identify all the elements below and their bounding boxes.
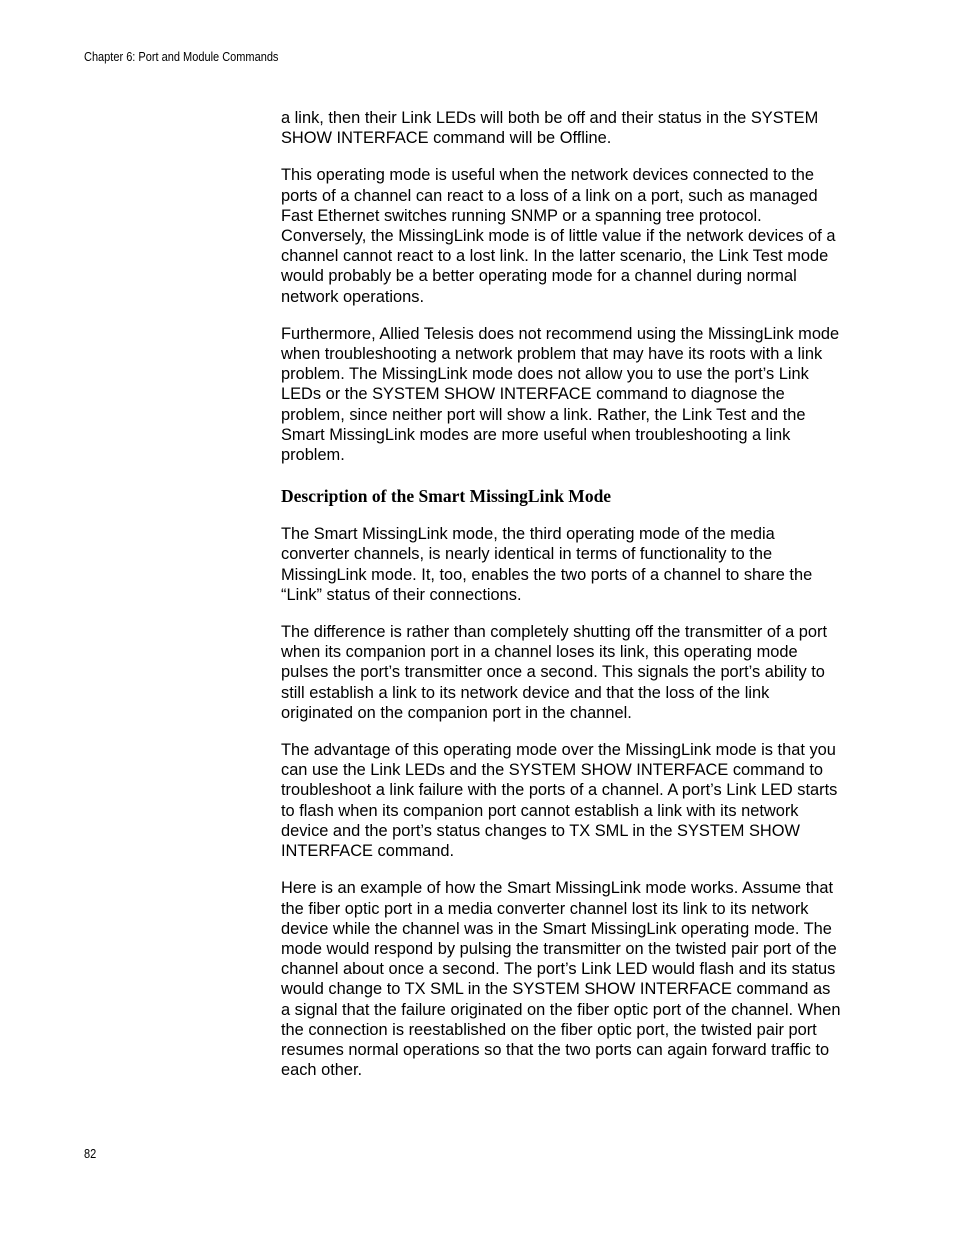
paragraph-example: Here is an example of how the Smart MissingLink mode works. Assume that the fiber optic port in a media converter channel lost its link to its network device while the channel was in the Smart MissingLink operating mode. The mode would respond by pulsing the transmitter on the twisted pair port of the channel about once a second. The port’s Link LED would flash and its status would change to TX SML in the SYSTEM SHOW INTERFACE command as a signal that the failure originated on the fiber optic port of the channel. When the connection is reestablished on the fiber optic port, the twisted pair port resumes normal operations so that the two ports can again forward traffic to each other. [281,879,841,1080]
paragraph-offline-status: a link, then their Link LEDs will both be off and their status in the SYSTEM SHOW INTERFACE command will be Offline. [281,109,819,148]
paragraph-troubleshooting: Furthermore, Allied Telesis does not recommend using the MissingLink mode when troubleshooting a network problem that may have its roots with a link problem. The MissingLink mode does not allow you to use the port’s Link LEDs or the SYSTEM SHOW INTERFACE command to diagnose the problem, since neither port will show a link. Rather, the Link Test and the Smart MissingLink modes are more useful when troubleshooting a link problem. [281,324,840,465]
paragraph-use-case: This operating mode is useful when the network devices connected to the ports of a channel can react to a loss of a link on a port, such as managed Fast Ethernet switches running SNMP or a spanning tree protocol. Conversely, the MissingLink mode is of little value if the network devices of a channel cannot react to a lost link. In the latter scenario, the Link Test mode would probably be a better operating mode for a channel during normal network operations. [281,166,836,306]
paragraph-difference: The difference is rather than completely shutting off the transmitter of a port when its companion port in a channel loses its link, this operating mode pulses the port’s transmitter once a second. This signals the port’s ability to still establish a link to its network device and that the loss of the link originated on the companion port in the channel. [281,623,828,722]
paragraph-advantage: The advantage of this operating mode over the MissingLink mode is that you can use the Link LEDs and the SYSTEM SHOW INTERFACE command to troubleshoot a link failure with the ports of a channel. A port’s Link LED starts to flash when its companion port cannot establish a link with its network device and the port’s status changes to TX SML in the SYSTEM SHOW INTERFACE command. [281,741,838,861]
section-heading: Description of the Smart MissingLink Mode [281,486,612,507]
paragraph-smart-missinglink-intro: The Smart MissingLink mode, the third operating mode of the media converter channels, is nearly identical in terms of functionality to the MissingLink mode. It, too, enables the two ports of a channel to share the “Link” status of their connections. [281,525,813,604]
page-number: 82 [84,1147,97,1161]
body-column [281,108,843,1097]
running-header: Chapter 6: Port and Module Commands [84,50,279,64]
